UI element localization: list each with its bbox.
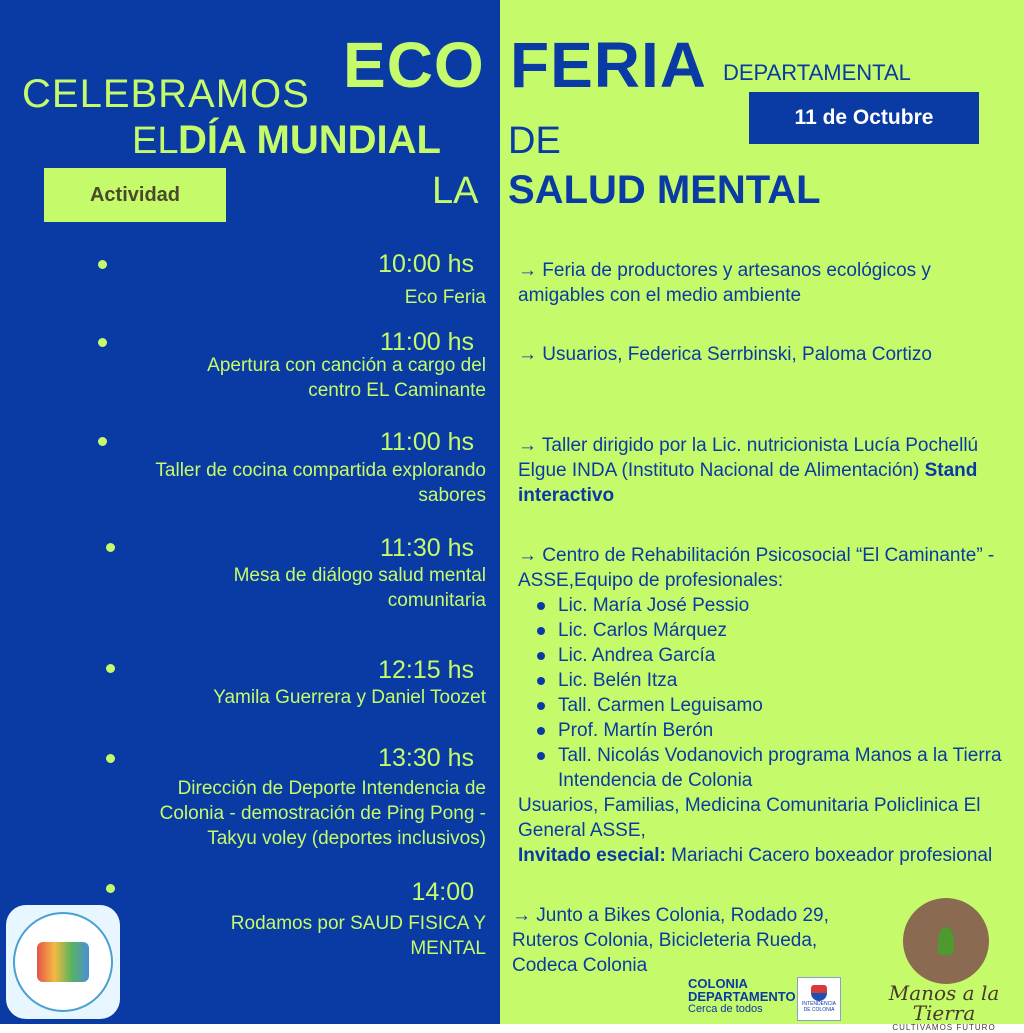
title-departamental: DEPARTAMENTAL [723,60,911,85]
schedule-left-line: Eco Feria [404,287,486,308]
intendencia-colonia-logo [797,977,841,1021]
centro-rehabilitacion-logo [6,905,120,1019]
celebramos-heading: CELEBRAMOS [22,72,310,116]
schedule-time: 10:00 hs [378,250,474,278]
logo-ring-icon [13,912,113,1012]
list-item: Lic. María José Pessio [558,593,1008,618]
actividad-badge: Actividad [44,168,226,222]
schedule-left-line: Dirección de Deporte Intendencia de [177,778,486,799]
schedule-left-line: Yamila Guerrera y Daniel Toozet [213,687,486,708]
schedule-left-line: MENTAL [410,938,486,959]
bullet-icon [98,437,107,446]
schedule-right-text: → Taller dirigido por la Lic. nutricionista Lucía Pochellú Elgue INDA (Instituto Nacional de Alimentación) [518,435,979,481]
schedule-time: 12:15 hs [378,656,474,684]
schedule-left-line: centro EL Caminante [308,380,486,401]
intendencia-logo-line2: DE COLONIA [803,1007,835,1013]
schedule-left-line: comunitaria [387,590,486,611]
bullet-icon [106,543,115,552]
list-item: Lic. Carlos Márquez [558,618,1008,643]
shield-icon [811,985,827,1001]
list-item: Lic. Andrea García [558,643,1008,668]
list-item: Lic. Belén Itza [558,668,1008,693]
schedule-left-line: Takyu voley (deportes inclusivos) [207,828,486,849]
schedule-time: 11:00 hs [379,428,474,456]
schedule-time: 13:30 hs [378,744,474,772]
schedule-right-desc: → Usuarios, Federica Serrbinski, Paloma Cortizo [518,344,932,365]
schedule-right-desc [518,433,1008,508]
schedule-left-line: Colonia - demostración de Ping Pong - [159,803,486,824]
centro-rehab-text: → Centro de Rehabilitación Psicosocial “El Caminante” - ASSE,Equipo de profesionales: [518,545,995,591]
colonia-logo-line2: DEPARTAMENTO [688,989,796,1004]
schedule-time: 11:00 hs [379,328,474,356]
title-eco: ECO [343,29,485,101]
colonia-logo-line1: COLONIA [688,976,748,991]
stand-interactivo-label: Stand interactivo [518,460,978,506]
schedule-right-desc: → Feria de productores y artesanos ecológicos y amigables con el medio ambiente [518,260,931,306]
title-feria: FERIA [510,29,707,101]
logo-illustration-icon [37,942,89,982]
colonia-departamento-logo [688,977,796,1015]
bullet-icon [106,664,115,673]
date-badge: 11 de Octubre [749,92,979,144]
manos-a-la-tierra-logo [864,983,1024,1033]
invitado-label: Invitado esecial: [518,845,666,866]
invitado-text: Mariachi Cacero boxeador profesional [671,845,993,866]
usuarios-familias-text: Usuarios, Familias, Medicina Comunitaria Policlinica El General ASSE, [518,795,981,841]
la-word: LA [432,170,479,212]
bullet-icon [98,338,107,347]
bullet-icon [98,260,107,269]
intendencia-logo-line1: INTENDENCIA [802,1001,836,1007]
bullet-icon [106,754,115,763]
salud-mental-heading: SALUD MENTAL [508,168,821,212]
de-word: DE [508,120,561,162]
list-item: Tall. Carmen Leguisamo [558,693,1008,718]
schedule-left-line: sabores [418,485,486,506]
schedule-left-line: Rodamos por SAUD FISICA Y [230,913,486,934]
schedule-left-line: Mesa de diálogo salud mental [233,565,486,586]
schedule-left-line: Taller de cocina compartida explorando [155,460,486,481]
list-item: Prof. Martín Berón [558,718,1008,743]
list-item: Tall. Nicolás Vodanovich programa Manos a la Tierra Intendencia de Colonia [558,743,1008,793]
schedule-left-line: Apertura con canción a cargo del [207,355,486,376]
plant-icon [938,927,954,955]
right-panel-background [500,0,1024,1024]
hands-plant-icon [903,898,989,984]
professionals-list [518,593,1008,793]
colonia-logo-tagline: Cerca de todos [688,1003,763,1015]
el-word: EL [132,120,179,162]
manos-logo-title: Manos a la Tierra [888,981,1000,1025]
schedule-time: 11:30 hs [379,534,474,562]
invitado-line [518,843,1008,868]
manos-logo-tagline: CULTIVAMOS FUTURO [892,1023,996,1032]
schedule-right-desc [518,543,1008,868]
dia-mundial-heading: DÍA MUNDIAL [178,118,441,162]
schedule-time: 14:00 [411,878,474,906]
bullet-icon [106,884,115,893]
schedule-right-desc: → Junto a Bikes Colonia, Rodado 29, Ruteros Colonia, Bicicleteria Rueda, Codeca Colonia [512,905,829,976]
